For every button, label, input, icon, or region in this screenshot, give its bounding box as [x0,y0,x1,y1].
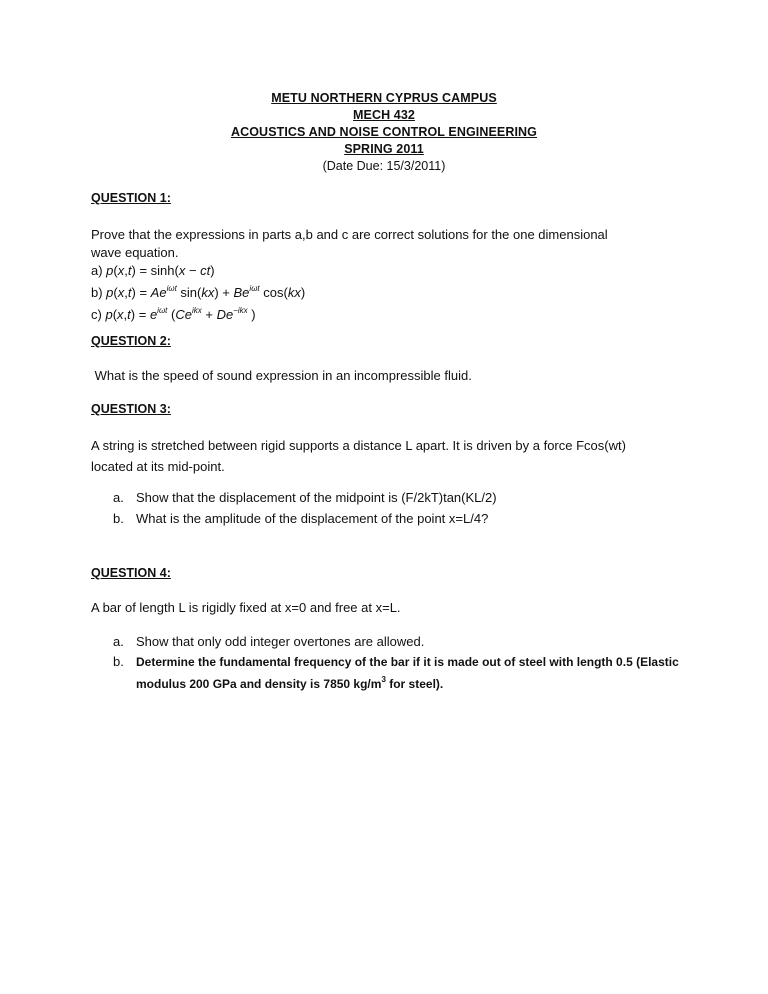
list-item: a. Show that only odd integer overtones are allowed. [113,634,425,649]
question-3-body [91,435,671,477]
question-4-title: QUESTION 4: [91,566,171,580]
question-4-intro: A bar of length L is rigidly fixed at x=0 and free at x=L. [91,600,401,615]
question-1-intro-line1: Prove that the expressions in parts a,b and c are correct solutions for the one dimensional [91,227,608,242]
campus-title: METU NORTHERN CYPRUS CAMPUS [271,91,497,105]
question-2-text: What is the speed of sound expression in an incompressible fluid. [91,368,472,383]
question-3-title: QUESTION 3: [91,402,171,416]
question-1-title: QUESTION 1: [91,191,171,205]
question-1-body [91,226,671,324]
question-1-intro-line2: wave equation. [91,245,179,260]
term-title: SPRING 2011 [344,142,424,156]
list-item: a. Show that the displacement of the midpoint is (F/2kT)tan(KL/2) [113,490,497,505]
list-item: b. What is the amplitude of the displacement of the point x=L/4? [113,511,489,526]
equation-a: a) p(x,t) = sinh(x − ct) [91,263,215,278]
question-3-intro-line1: A string is stretched between rigid supports a distance L apart. It is driven by a force Fcos(wt) [91,438,626,453]
question-3-list [113,489,693,528]
course-title: ACOUSTICS AND NOISE CONTROL ENGINEERING [230,125,537,139]
question-3-intro-line2: located at its mid-point. [91,459,225,474]
question-4b-line1: Determine the fundamental frequency of the bar if it is made out of steel with length 0.5 (Elastic [136,655,679,669]
equation-c: c) $p(x,t) = e^{i\omega t}$ ($Ce^{ikx} + De^{-ikx}$ ) [91,306,256,322]
due-date: (Date Due: 15/3/2011) [322,159,446,173]
question-2-title: QUESTION 2: [91,334,171,348]
question-4-list [113,633,693,693]
document-header [0,90,768,175]
course-code: MECH 432 [353,108,415,122]
equation-b: b) $p(x,t) = Ae^{i\omega t}$ $\sin(kx) + Be^{i\omega t}$ cos(kx) [91,284,306,300]
list-item: b. Determine the fundamental frequency of the bar if it is made out of steel with length 0.5 (Elastic modulus 200 GPa and density is 7850 $kg/m^3$ for steel). [113,654,679,691]
